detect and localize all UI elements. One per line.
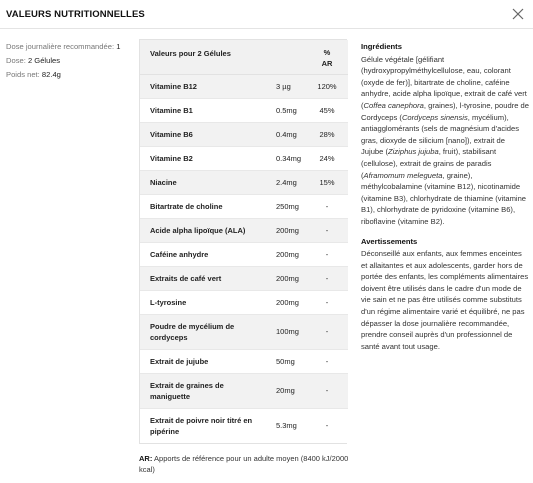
nutrient-ar-percent: - [312,314,348,349]
warnings-text: Déconseillé aux enfants, aux femmes enceintes et allaitantes et aux adolescents, garder hors de portée des enfants, les compléments alimentaires doivent être utilisés dans le cadre d'un mode de vie sain et ne pas être utilisés comme substituts d'un régime alimentaire varié et équilibré, ne pas dépasser la dose journalière recommandée, prendre conseil auprès d'un professionnel de santé avant tout usage. [361,249,529,351]
nutrient-name: Vitamine B12 [140,74,266,98]
daily-dose-label: Dose journalière recommandée: [6,42,115,51]
ingredient-species: Ziziphus jujuba [388,147,439,157]
nutrient-amount: 200mg [266,266,312,290]
table-row [140,314,348,349]
ingredients-text [361,54,529,228]
modal-title: VALEURS NUTRITIONNELLES [6,9,145,20]
warnings-title: Avertissements [361,236,418,246]
header-value [266,40,312,74]
ingredient-text: Gélule végétale [gélifiant (hydroxypropylméthylcellulose, eau, colorant (oxyde de fer)], bitartrate de choline, caféine anhydre, acide alpha lipoïque, extrait de café vert ( [361,54,527,110]
nutrient-ar-percent: - [312,349,348,373]
ingredient-text: , fruit), stabilisant (cellulose), extrait de grains de paradis ( [361,147,497,180]
nutrient-name: Vitamine B6 [140,122,266,146]
nutrient-amount: 5.3mg [266,408,312,443]
header-ar-percent: % [323,48,331,57]
dose-label: Dose: [6,56,26,65]
nutrient-name: L-tyrosine [140,290,266,314]
table-row [140,170,348,194]
nutrient-ar-percent: - [312,242,348,266]
table-row [140,146,348,170]
header-ar-label: AR [321,59,333,68]
table-row [140,408,348,443]
nutrient-amount: 0.4mg [266,122,312,146]
ingredient-species: Coffea canephora [363,100,424,110]
nutrient-ar-percent: - [312,373,348,408]
nutrient-ar-percent: 45% [312,98,348,122]
nutrient-ar-percent: - [312,194,348,218]
summary-panel [6,40,134,82]
ingredients-title: Ingrédients [361,42,402,51]
nutrient-name: Extrait de graines de maniguette [140,373,266,408]
table-row [140,74,348,98]
nutrient-name: Extrait de jujube [140,349,266,373]
ingredient-text: , graine), méthylcobalamine (vitamine B12), nicotinamide (vitamine B3), chlorhydrate de thiamine (vitamine B1), chlorhydrate de pyridoxine (vitamine B6), riboflavine (vitamine B2). [361,170,527,226]
nutrient-ar-percent: - [312,290,348,314]
nutrient-name: Extraits de café vert [140,266,266,290]
nutrient-name: Bitartrate de choline [140,194,266,218]
nutrient-ar-percent: - [312,218,348,242]
nutrient-amount: 200mg [266,242,312,266]
nutrient-amount: 250mg [266,194,312,218]
net-weight-value: 82.4g [41,70,61,79]
close-icon[interactable] [511,7,525,21]
header-ar [312,40,348,74]
ingredient-species: Cordyceps sinensis [401,112,468,122]
nutrient-ar-percent: 28% [312,122,348,146]
ingredient-text: , graines), l-tyrosine, poudre de Cordyceps ( [361,100,530,122]
net-weight-line [6,68,134,82]
daily-dose-value: 1 [116,42,121,51]
table-row [140,373,348,408]
table-header-row [140,40,348,74]
dose-value: 2 Gélules [27,56,61,65]
nutrient-amount: 3 µg [266,74,312,98]
details-panel [361,41,529,360]
table-row [140,349,348,373]
table-row [140,290,348,314]
ar-footnote-label: AR: [139,454,153,463]
nutrient-amount: 0.5mg [266,98,312,122]
nutrient-name: Poudre de mycélium de cordyceps [140,314,266,349]
nutrient-amount: 100mg [266,314,312,349]
nutrient-name: Vitamine B2 [140,146,266,170]
net-weight-label: Poids net: [6,70,40,79]
table-row [140,194,348,218]
ingredient-species: Aframomum melegueta [363,170,443,180]
nutrient-ar-percent: 120% [312,74,348,98]
daily-dose-line [6,40,134,54]
table-row [140,122,348,146]
table-row [140,98,348,122]
nutrient-name: Caféine anhydre [140,242,266,266]
nutrient-name: Acide alpha lipoïque (ALA) [140,218,266,242]
nutrient-amount: 0.34mg [266,146,312,170]
ingredient-text: , mycélium), antiagglomérants (sels de magnésium d'acides gras, dioxyde de silicium [nano]), extrait de Jujube ( [361,112,520,157]
nutrient-amount: 20mg [266,373,312,408]
nutrient-amount: 2.4mg [266,170,312,194]
modal-header [0,0,533,29]
ar-footnote-text: Apports de référence pour un adulte moyen (8400 kJ/2000 kcal) [139,454,349,474]
table-row [140,242,348,266]
header-name: Valeurs pour 2 Gélules [140,40,266,74]
table-row [140,266,348,290]
nutrient-amount: 200mg [266,290,312,314]
nutrient-name: Extrait de poivre noir titré en pipérine [140,408,266,443]
nutrient-ar-percent: 24% [312,146,348,170]
nutrient-amount: 50mg [266,349,312,373]
nutrition-table [139,39,347,444]
nutrient-name: Vitamine B1 [140,98,266,122]
ar-footnote [139,453,349,475]
nutrient-ar-percent: - [312,266,348,290]
nutrient-ar-percent: 15% [312,170,348,194]
table-row [140,218,348,242]
nutrient-name: Niacine [140,170,266,194]
dose-line [6,54,134,68]
nutrient-ar-percent: - [312,408,348,443]
nutrient-amount: 200mg [266,218,312,242]
